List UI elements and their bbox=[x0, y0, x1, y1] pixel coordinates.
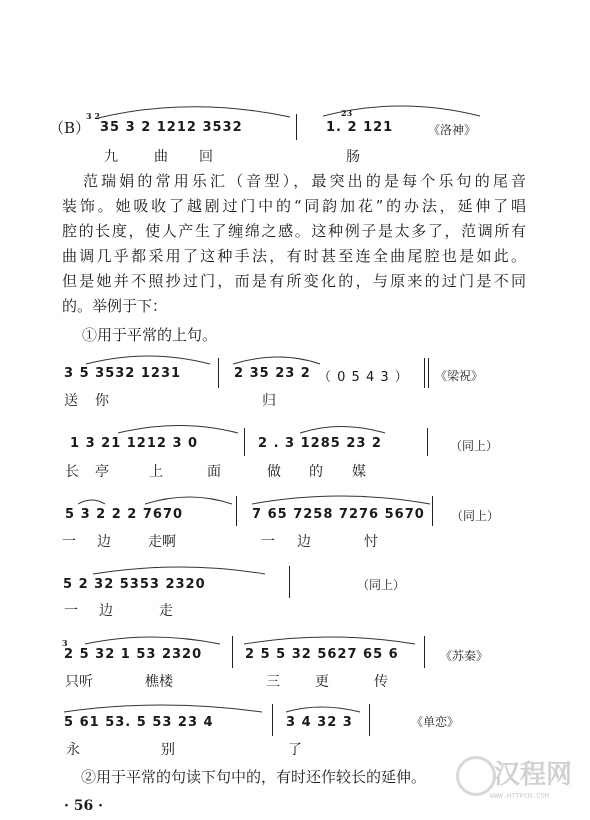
lyric: 了 bbox=[288, 742, 302, 758]
watermark-url: WWW.HTTPCN.COM bbox=[490, 792, 550, 800]
lyric: 边 bbox=[97, 534, 111, 550]
paragraph-line: 腔的长度，使人产生了缠绵之感。这种例子是太多了，范调所有 bbox=[62, 222, 526, 240]
source-title: （同上） bbox=[357, 578, 406, 592]
score-notes: 2 35 23 2 bbox=[234, 366, 311, 381]
bar-line bbox=[218, 358, 219, 388]
bar-line bbox=[369, 704, 370, 736]
score-notes: （ 0 5 4 3 ） bbox=[318, 370, 409, 385]
lyric: 一 bbox=[261, 534, 275, 550]
score-notes: 1. 2 121 bbox=[326, 120, 394, 135]
lyric: 忖 bbox=[364, 534, 378, 550]
lyric: 曲 bbox=[154, 149, 168, 165]
bar-line bbox=[427, 428, 428, 456]
bar-line bbox=[244, 428, 245, 456]
bar-line bbox=[432, 496, 433, 526]
lyric: 三 bbox=[266, 674, 280, 690]
watermark-text: 汉程网 bbox=[494, 760, 573, 790]
score-notes: 7 65 7258 7276 5670 bbox=[252, 507, 425, 522]
score-notes: 3 5 3532 1231 bbox=[64, 366, 182, 381]
score-notes: 2 5 5 32 5627 65 6 bbox=[245, 647, 399, 662]
grace-note: 23 bbox=[341, 108, 353, 118]
lyric: 别 bbox=[161, 742, 175, 758]
bar-line bbox=[289, 566, 290, 598]
lyric: 走啊 bbox=[148, 534, 176, 550]
list-item-heading: ②用于平常的句读下句中的，有时还作较长的延伸。 bbox=[81, 768, 427, 786]
grace-note: 3 bbox=[62, 638, 68, 648]
source-title: （同上） bbox=[450, 439, 499, 453]
lyric: 媒 bbox=[352, 464, 366, 480]
lyric: 亭 bbox=[95, 464, 109, 480]
lyric: 只听 bbox=[65, 674, 93, 690]
watermark-logo-icon bbox=[456, 756, 496, 796]
lyric: 永 bbox=[66, 742, 80, 758]
paragraph-line: 曲调几乎都采用了这种手法，有时甚至连全曲尾腔也是如此。 bbox=[62, 247, 526, 265]
paragraph-line: 的。举例于下： bbox=[62, 297, 168, 315]
paragraph-line: 但是她并不照抄过门，而是有所变化的，与原来的过门是不同 bbox=[62, 272, 526, 290]
lyric: 面 bbox=[207, 464, 221, 480]
lyric: 一 bbox=[62, 534, 76, 550]
lyric: 你 bbox=[95, 393, 109, 409]
lyric: 做 bbox=[267, 464, 281, 480]
score-notes: 3 4 32 3 bbox=[286, 715, 353, 730]
lyric: 走 bbox=[159, 603, 173, 619]
paragraph-line: 装饰。她吸收了越剧过门中的“同韵加花”的办法，延伸了唱 bbox=[62, 197, 526, 215]
score-notes: 2 . 3 1285 23 2 bbox=[258, 436, 382, 451]
lyric: 九 bbox=[104, 149, 118, 165]
lyric: 归 bbox=[262, 393, 276, 409]
lyric: 肠 bbox=[346, 149, 360, 165]
bar-line bbox=[232, 636, 233, 668]
bar-line bbox=[428, 358, 429, 388]
paragraph-line: 范瑞娟的常用乐汇（音型），最突出的是每个乐句的尾音 bbox=[83, 172, 526, 190]
page-number: · 56 · bbox=[64, 798, 103, 814]
score-notes: 2 5 32 1 53 2320 bbox=[64, 647, 203, 662]
list-item-heading: ①用于平常的上句。 bbox=[82, 326, 218, 344]
lyric: 传 bbox=[374, 674, 388, 690]
lyric: 上 bbox=[149, 464, 163, 480]
bar-line bbox=[424, 358, 425, 388]
source-title: 《洛神》 bbox=[428, 123, 477, 137]
score-notes: 5 61 53. 5 53 23 4 bbox=[64, 715, 214, 730]
score-notes: 1 3 21 1212 3 0 bbox=[70, 436, 199, 451]
lyric: 边 bbox=[99, 603, 113, 619]
score-notes: 5 2 32 5353 2320 bbox=[63, 577, 206, 592]
source-title: 《单恋》 bbox=[411, 715, 460, 729]
score-notes: 5 3 2 2 2 7670 bbox=[65, 507, 184, 522]
lyric: 的 bbox=[309, 464, 323, 480]
score-notes: 35 3 2 1212 3532 bbox=[100, 120, 243, 135]
source-title: 《梁祝》 bbox=[435, 369, 484, 383]
lyric: 长 bbox=[65, 464, 79, 480]
bar-line bbox=[236, 496, 237, 526]
source-title: 《苏秦》 bbox=[440, 649, 489, 663]
bar-line bbox=[272, 704, 273, 736]
lyric: 樵楼 bbox=[145, 674, 173, 690]
lyric: 一 bbox=[64, 603, 78, 619]
lyric: 边 bbox=[297, 534, 311, 550]
lyric: 更 bbox=[315, 674, 329, 690]
lyric: 回 bbox=[199, 149, 213, 165]
source-title: （同上） bbox=[451, 509, 500, 523]
bar-line bbox=[296, 114, 297, 140]
meter-mark: 3 2 bbox=[86, 111, 100, 121]
lyric: 送 bbox=[64, 393, 78, 409]
example-label: （B） bbox=[49, 119, 91, 137]
bar-line bbox=[424, 636, 425, 668]
